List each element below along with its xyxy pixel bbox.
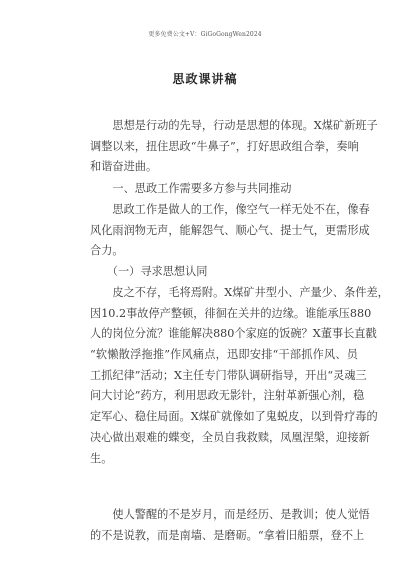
paragraph-line: 定军心、稳住局面。X煤矿就像如了鬼蜕皮，以到骨疗毒的 [90,410,378,424]
paragraph-line: 工抓纪律”活动；X主任专门带队调研指导，开出“灵魂三 [90,368,367,382]
paragraph-line: 合力。 [90,244,124,258]
paragraph-subsection-1 [90,283,389,469]
paragraph-line: 生。 [90,451,113,465]
paragraph-line: 决心做出艰难的蝶变，全员自我救赎，凤凰涅槃，迎接新 [90,430,370,444]
paragraph-line: 思想是行动的先导，行动是思想的体现。X煤矿新班子 [90,119,378,132]
heading-line: 一、思政工作需要多方参与共同推动 [90,182,292,195]
subsection-heading-1 [90,262,358,283]
document-title: 思政课讲稿 [172,72,238,86]
paragraph-closing [90,505,370,546]
section-heading-1 [90,179,358,200]
paragraph-line: 和谐奋进曲。 [90,160,158,174]
paragraph-line: 皮之不存，毛将焉附。X煤矿井型小、产量少、条件差， [90,286,389,299]
paragraph-line: 思政工作是做人的工作，像空气一样无处不在，像春 [90,203,370,216]
paragraph-section-1 [90,200,370,262]
paragraph-line: 风化雨润物无声，能解怨气、顺心气、提士气，更需形成 [90,223,370,237]
header-note: 更多免费公文+V：GiGoGongWen2024 [148,31,262,38]
paragraph-line: 使人警醒的不是岁月，而是经历、是教训；使人觉悟 [90,508,370,521]
paragraph-line: 人的岗位分流？谁能解决880个家庭的饭碗？X董事长直戳 [90,327,377,341]
paragraph-intro [90,116,378,178]
heading-line: （一）寻求思想认同 [90,265,208,278]
paragraph-line: 的不是说教，而是南墙、是磨砺。“拿着旧船票，登不上 [90,528,365,542]
paragraph-line: 调整以来，扭住思政“牛鼻子”，打好思政组合拳，奏响 [90,139,359,153]
paragraph-line: “软懒散浮拖推”作风痛点，迅即安排“干部抓作风、员 [90,348,358,362]
paragraph-line: 因10.2事故停产整顿，徘徊在关井的边缘。谁能承压880 [90,306,372,320]
paragraph-line: 问大讨论”药方，利用思政无影针，注射革新强心剂，稳 [90,389,365,403]
